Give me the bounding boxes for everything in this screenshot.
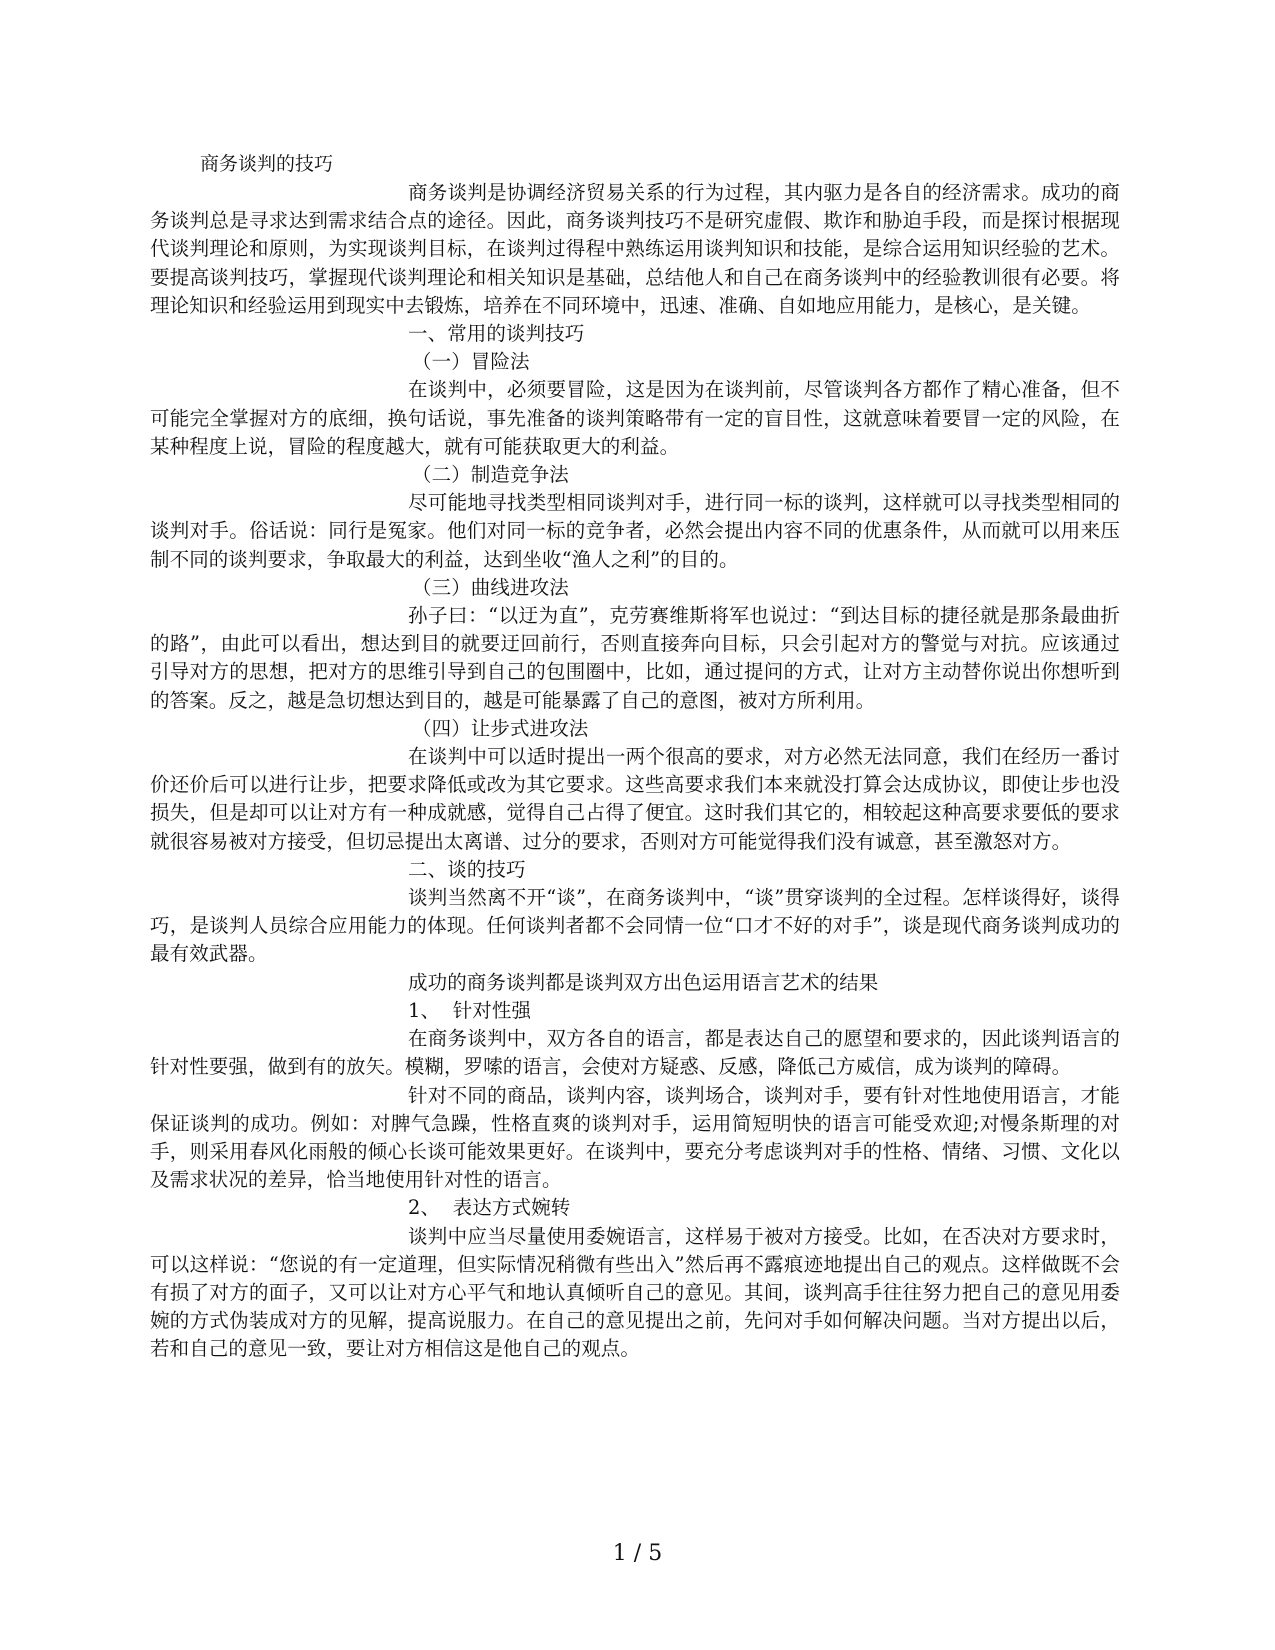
paragraph-competition: 尽可能地寻找类型相同谈判对手，进行同一标的谈判，这样就可以寻找类型相同的谈判对手。俗话说：同行是冤家。他们对同一标的竞争者，必然会提出内容不同的优惠条件，从而就可以用来压制不同的谈判要求，争取最大的利益，达到坐收“渔人之利”的目的。 [150,491,1120,571]
paragraph-risk: 在谈判中，必须要冒险，这是因为在谈判前，尽管谈判各方都作了精心准备，但不可能完全掌握对方的底细，换句话说，事先准备的谈判策略带有一定的盲目性，这就意味着要冒一定的风险，在某种程度上说，冒险的程度越大，就有可能获取更大的利益。 [150,378,1120,458]
subsection-heading-risk: （一）冒险法 [412,350,530,374]
subsection-heading-competition: （二）制造竞争法 [412,463,569,487]
point-heading-targeted: 1、 针对性强 [408,998,532,1022]
paragraph-concession-attack: 在谈判中可以适时提出一两个很高的要求，对方必然无法同意，我们在经历一番讨价还价后可以进行让步，把要求降低或改为其它要求。这些高要求我们本来就没打算会达成协议，即使让步也没损失，但是却可以让对方有一种成就感，觉得自己占得了便宜。这时我们其它的，相较起这种高要求要低的要求就很容易被对方接受，但切忌提出太离谱、过分的要求，否则对方可能觉得我们没有诚意，甚至激怒对方。 [150,745,1120,853]
subsection-heading-curve-attack: （三）曲线进攻法 [412,575,569,599]
page-number: 1 / 5 [612,1541,663,1566]
lead-sentence: 成功的商务谈判都是谈判双方出色运用语言艺术的结果 [408,970,879,994]
section-heading-common-techniques: 一、常用的谈判技巧 [408,322,585,346]
document-title: 商务谈判的技巧 [200,153,334,175]
paragraph-curve-attack: 孙子曰：“以迂为直”，克劳赛维斯将军也说过：“到达目标的捷径就是那条最曲折的路”，由此可以看出，想达到目的就要迂回前行，否则直接奔向目标，只会引起对方的警觉与对抗。应该通过引导对方的思想，把对方的思维引导到自己的包围圈中，比如，通过提问的方式，让对方主动替你说出你想听到的答案。反之，越是急切想达到目的，越是可能暴露了自己的意图，被对方所利用。 [150,604,1120,712]
subsection-heading-concession-attack: （四）让步式进攻法 [412,716,589,740]
section-heading-talking-skills: 二、谈的技巧 [408,857,526,881]
point-heading-tactful: 2、 表达方式婉转 [408,1196,571,1220]
paragraph-targeted-2: 针对不同的商品，谈判内容，谈判场合，谈判对手，要有针对性地使用语言，才能保证谈判的成功。例如：对脾气急躁，性格直爽的谈判对手，运用简短明快的语言可能受欢迎;对慢条斯理的对手，则采用春风化雨般的倾心长谈可能效果更好。在谈判中，要充分考虑谈判对手的性格、情绪、习惯、文化以及需求状况的差异，恰当地使用针对性的语言。 [150,1083,1120,1192]
paragraph-tactful-1: 谈判中应当尽量使用委婉语言，这样易于被对方接受。比如，在否决对方要求时，可以这样说：“您说的有一定道理，但实际情况稍微有些出入”然后再不露痕迹地提出自己的观点。这样做既不会有损了对方的面子，又可以让对方心平气和地认真倾听自己的意见。其间，谈判高手往往努力把自己的意见用委婉的方式伪装成对方的见解，提高说服力。在自己的意见提出之前，先问对手如何解决问题。当对方提出以后，若和自己的意见一致，要让对方相信这是他自己的观点。 [150,1224,1120,1361]
document-body [150,179,1120,1364]
paragraph-targeted-1: 在商务谈判中，双方各自的语言，都是表达自己的愿望和要求的，因此谈判语言的针对性要强，做到有的放矢。模糊，罗嗦的语言，会使对方疑惑、反感，降低己方威信，成为谈判的障碍。 [150,1027,1120,1079]
paragraph-talking-intro: 谈判当然离不开“谈”，在商务谈判中，“谈”贯穿谈判的全过程。怎样谈得好，谈得巧，是谈判人员综合应用能力的体现。任何谈判者都不会同情一位“口才不好的对手”，谈是现代商务谈判成功的最有效武器。 [150,886,1120,966]
intro-paragraph: 商务谈判是协调经济贸易关系的行为过程，其内驱力是各自的经济需求。成功的商务谈判总是寻求达到需求结合点的途径。因此，商务谈判技巧不是研究虚假、欺诈和胁迫手段，而是探讨根据现代谈判理论和原则，为实现谈判目标，在谈判过得程中熟练运用谈判知识和技能，是综合运用知识经验的艺术。要提高谈判技巧，掌握现代谈判理论和相关知识是基础，总结他人和自己在商务谈判中的经验教训很有必要。将理论知识和经验运用到现实中去锻炼，培养在不同环境中，迅速、准确、自如地应用能力，是核心，是关键。 [150,181,1120,317]
